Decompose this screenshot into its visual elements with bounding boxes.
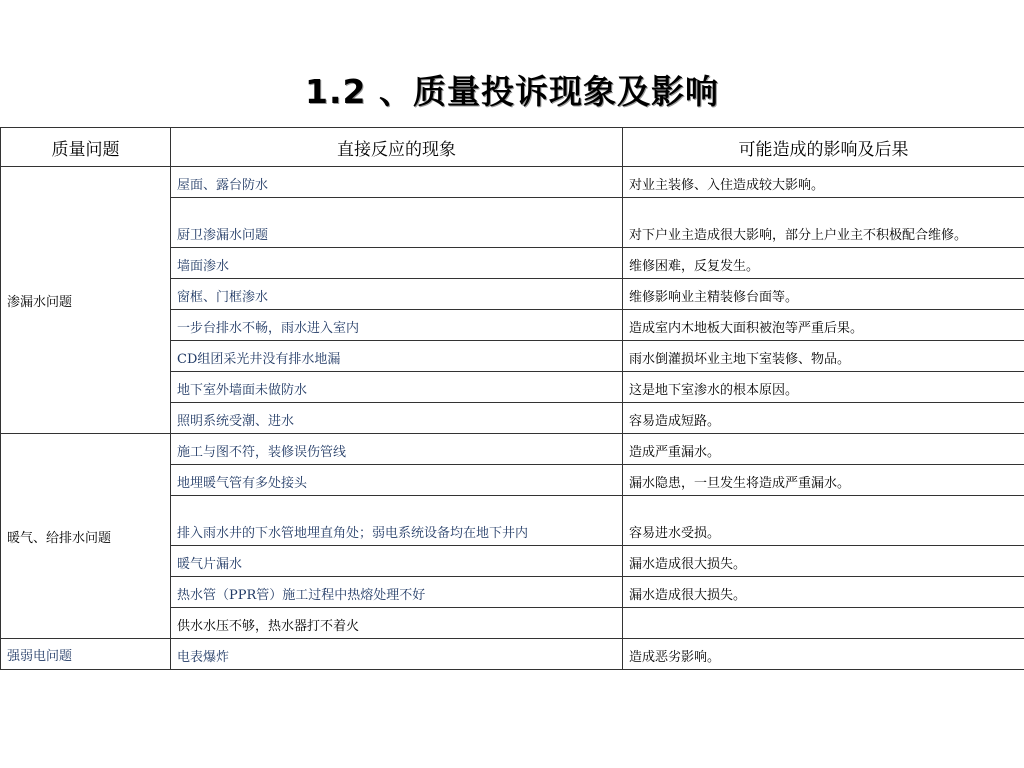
effect-cell: 漏水造成很大损失。 xyxy=(623,577,1024,608)
effect-cell: 对业主装修、入住造成较大影响。 xyxy=(623,167,1024,198)
effect-cell: 造成严重漏水。 xyxy=(623,434,1024,465)
effect-cell: 维修影响业主精装修台面等。 xyxy=(623,279,1024,310)
effect-cell: 漏水造成很大损失。 xyxy=(623,546,1024,577)
effect-cell: 漏水隐患，一旦发生将造成严重漏水。 xyxy=(623,465,1024,496)
phenomenon-cell: 照明系统受潮、进水 xyxy=(171,403,623,434)
header-possible-impact: 可能造成的影响及后果 xyxy=(623,128,1024,167)
header-quality-issue: 质量问题 xyxy=(1,128,171,167)
phenomenon-cell: 供水水压不够，热水器打不着火 xyxy=(171,608,623,639)
phenomenon-cell: 一步台排水不畅，雨水进入室内 xyxy=(171,310,623,341)
phenomenon-cell: 厨卫渗漏水问题 xyxy=(171,198,623,248)
table-row xyxy=(1,167,1024,198)
table-header-row xyxy=(1,128,1024,167)
effect-cell: 造成室内木地板大面积被泡等严重后果。 xyxy=(623,310,1024,341)
phenomenon-cell: 地埋暖气管有多处接头 xyxy=(171,465,623,496)
effect-cell: 维修困难，反复发生。 xyxy=(623,248,1024,279)
effect-cell: 这是地下室渗水的根本原因。 xyxy=(623,372,1024,403)
effect-cell: 造成恶劣影响。 xyxy=(623,639,1024,670)
phenomenon-cell: CD组团采光井没有排水地漏 xyxy=(171,341,623,372)
category-cell: 暖气、给排水问题 xyxy=(1,434,171,639)
table-row xyxy=(1,639,1024,670)
effect-cell: 对下户业主造成很大影响，部分上户业主不积极配合维修。 xyxy=(623,198,1024,248)
page-title: 1.2 、质量投诉现象及影响 xyxy=(305,72,719,111)
phenomenon-cell: 墙面渗水 xyxy=(171,248,623,279)
effect-cell: 容易造成短路。 xyxy=(623,403,1024,434)
phenomenon-cell: 电表爆炸 xyxy=(171,639,623,670)
phenomenon-cell: 排入雨水井的下水管地埋直角处；弱电系统设备均在地下井内 xyxy=(171,496,623,546)
phenomenon-cell: 施工与图不符，装修误伤管线 xyxy=(171,434,623,465)
phenomenon-cell: 屋面、露台防水 xyxy=(171,167,623,198)
effect-cell xyxy=(623,608,1024,639)
effect-cell: 容易进水受损。 xyxy=(623,496,1024,546)
category-cell: 强弱电问题 xyxy=(1,639,171,670)
table-row xyxy=(1,434,1024,465)
phenomenon-cell: 热水管（PPR管）施工过程中热熔处理不好 xyxy=(171,577,623,608)
phenomenon-cell: 暖气片漏水 xyxy=(171,546,623,577)
phenomenon-cell: 地下室外墙面未做防水 xyxy=(171,372,623,403)
quality-complaints-table xyxy=(0,127,1024,670)
phenomenon-cell: 窗框、门框渗水 xyxy=(171,279,623,310)
category-cell: 渗漏水问题 xyxy=(1,167,171,434)
header-direct-phenomenon: 直接反应的现象 xyxy=(171,128,623,167)
effect-cell: 雨水倒灌损坏业主地下室装修、物品。 xyxy=(623,341,1024,372)
